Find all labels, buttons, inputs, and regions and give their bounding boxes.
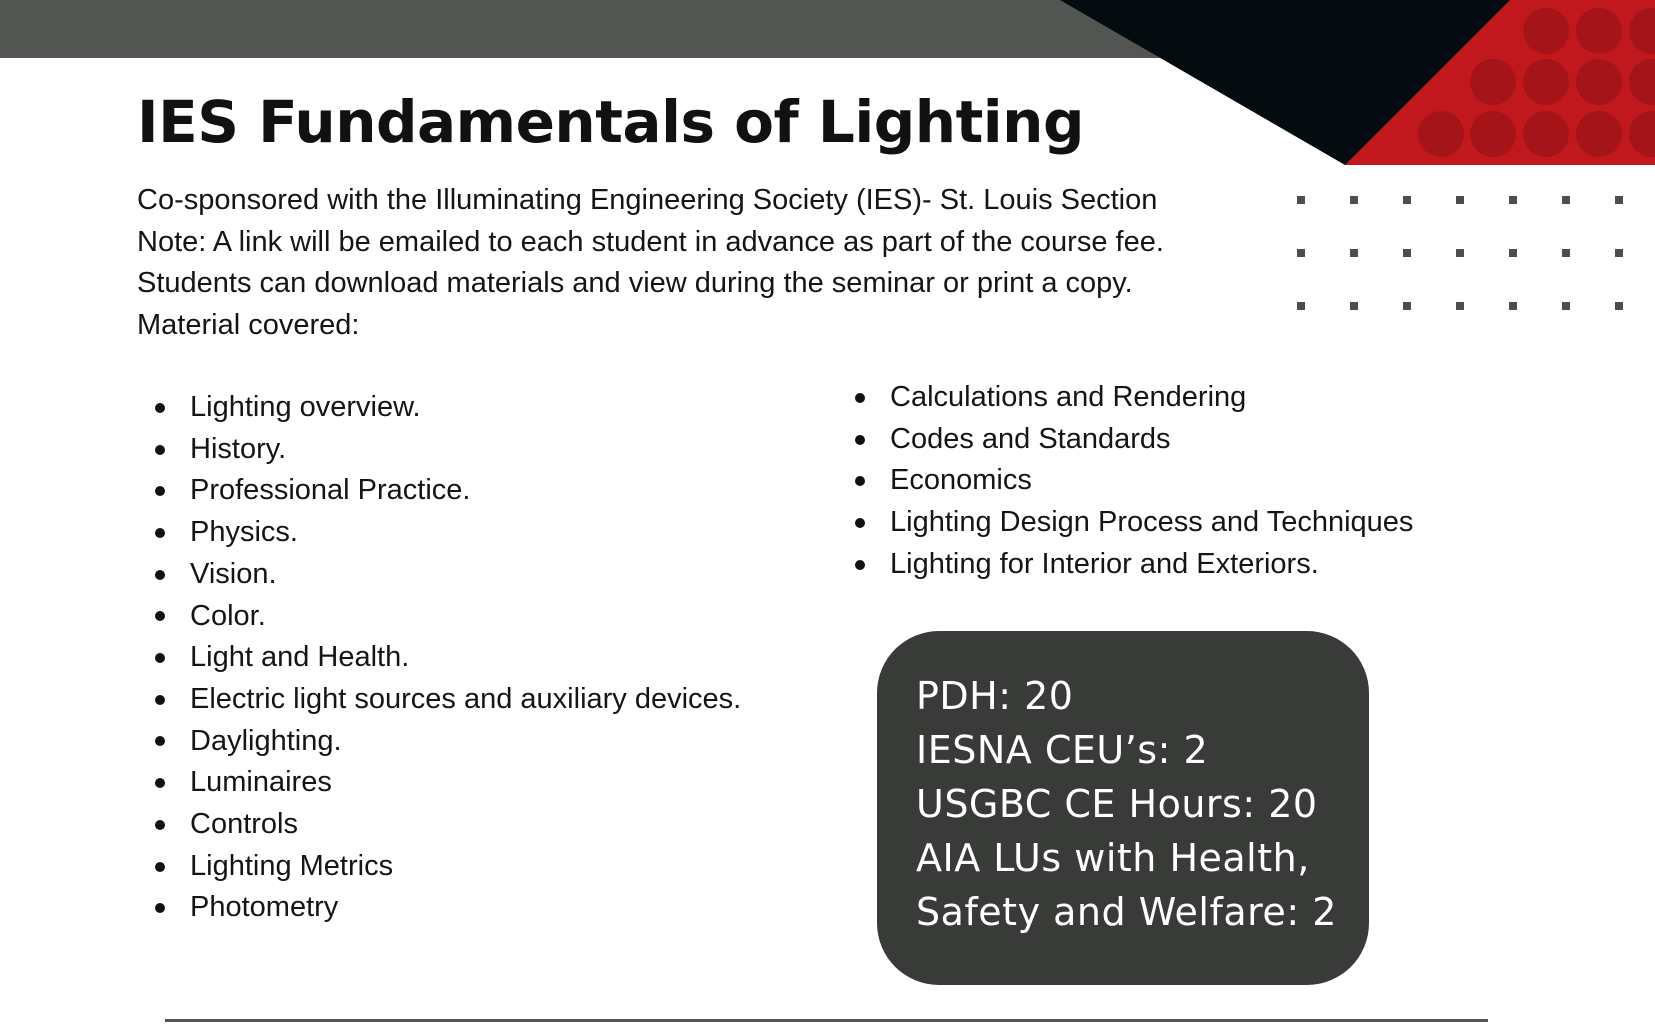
aia-lu-credit-line2: Safety and Welfare: 2: [916, 890, 1337, 934]
credits-box: [877, 631, 1369, 985]
list-item: Lighting overview.: [138, 387, 741, 429]
note-line: Note: A link will be emailed to each student in advance as part of the course fee.: [137, 225, 1164, 258]
list-item: Controls: [138, 804, 741, 846]
aia-lu-credit-line1: AIA LUs with Health,: [916, 836, 1310, 880]
bottom-divider: [165, 1019, 1488, 1022]
list-item: Calculations and Rendering: [838, 377, 1413, 419]
materials-line: Students can download materials and view during the seminar or print a copy.: [137, 267, 1133, 299]
list-item: Economics: [838, 460, 1413, 502]
list-item: Physics.: [138, 512, 741, 554]
page-title: IES Fundamentals of Lighting: [137, 88, 1084, 156]
pdh-credit: PDH: 20: [916, 674, 1074, 718]
usgbc-ce-credit: USGBC CE Hours: 20: [916, 782, 1318, 826]
list-item: Luminaires: [138, 762, 741, 804]
list-item: Lighting Design Process and Techniques: [838, 502, 1413, 544]
list-item: History.: [138, 429, 741, 471]
topic-list-left: [138, 387, 741, 929]
topic-list-right: [838, 377, 1413, 586]
list-item: Light and Health.: [138, 637, 741, 679]
list-item: Electric light sources and auxiliary devices.: [138, 679, 741, 721]
list-item: Color.: [138, 596, 741, 638]
list-item: Lighting for Interior and Exteriors.: [838, 544, 1413, 586]
cosponsor-line: Co-sponsored with the Illuminating Engineering Society (IES)- St. Louis Section: [137, 184, 1158, 216]
list-item: Codes and Standards: [838, 419, 1413, 461]
list-item: Photometry: [138, 887, 741, 929]
list-item: Daylighting.: [138, 721, 741, 763]
list-item: Lighting Metrics: [138, 846, 741, 888]
list-item: Vision.: [138, 554, 741, 596]
intro-text: [137, 180, 1164, 346]
material-covered-label: Material covered:: [137, 308, 360, 341]
iesna-ceu-credit: IESNA CEU’s: 2: [916, 728, 1209, 772]
list-item: Professional Practice.: [138, 470, 741, 512]
